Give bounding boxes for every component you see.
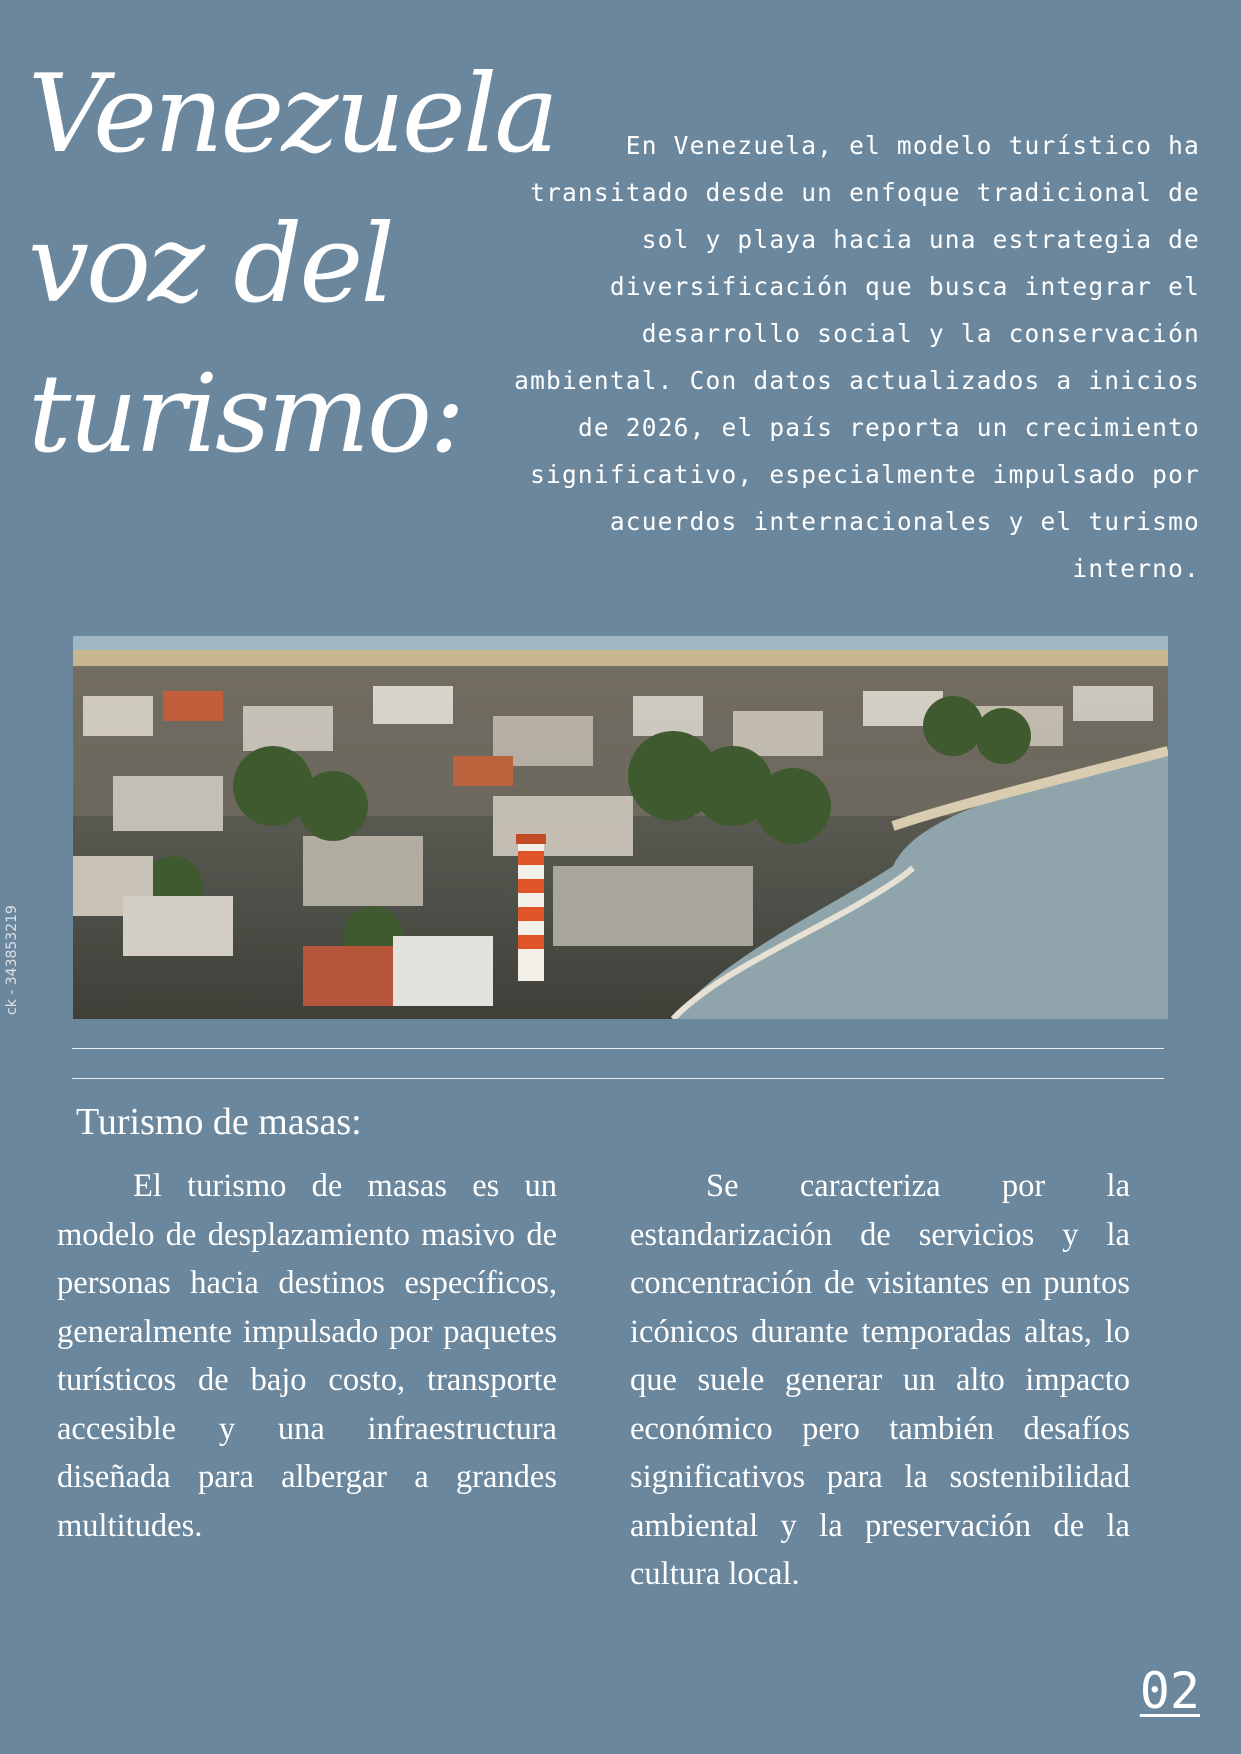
photo-watermark-id: ck - 343853219 — [4, 905, 20, 1015]
coastal-town-aerial-photo — [73, 636, 1168, 1019]
section-heading: Turismo de masas: — [76, 1101, 362, 1143]
page-number: 02 — [1139, 1662, 1200, 1720]
title-line-1: Venezuela — [28, 52, 556, 177]
page-title — [28, 40, 556, 490]
paragraph-right: Se caracteriza por la estandarización de servicios y la concentración de visitantes en puntos icónicos durante temporadas altas, lo que suele generar un alto impacto económico pero también desafíos significativos para la sostenibilidad ambiental y la preservación de la cultura local. — [630, 1168, 1130, 1592]
intro-paragraph: En Venezuela, el modelo turístico ha transitado desde un enfoque tradicional de sol y playa hacia una estrategia de diversificación que busca integrar el desarrollo social y la conservación ambiental. Con datos actualizados a inicios de 2026, el país reporta un crecimiento significativo, especialmente impulsado por acuerdos internacionales y el turismo interno. — [514, 131, 1200, 583]
paragraph-left: El turismo de masas es un modelo de desplazamiento masivo de personas hacia destinos específicos, generalmente impulsado por paquetes turísticos de bajo costo, transporte accesible y una infraestructura diseñada para albergar a grandes multitudes. — [57, 1168, 557, 1544]
divider-top — [72, 1048, 1164, 1049]
title-line-2: voz del — [28, 202, 392, 327]
title-line-3: turismo: — [28, 352, 463, 477]
divider-bottom — [72, 1078, 1164, 1079]
